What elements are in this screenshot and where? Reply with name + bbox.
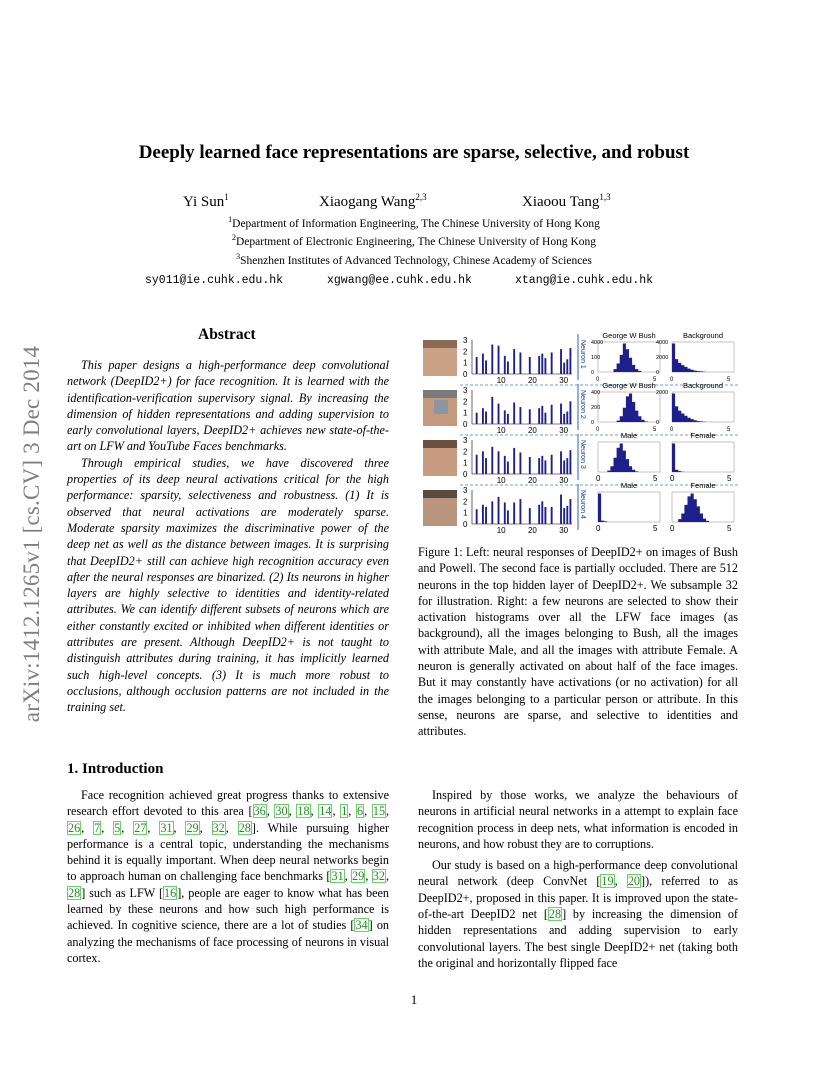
neuron-bar xyxy=(507,510,509,524)
hist-y-tick: 200 xyxy=(591,405,601,411)
neuron-bar xyxy=(560,451,562,474)
neuron-bar xyxy=(498,346,500,374)
x-tick-label: 10 xyxy=(496,476,506,485)
email-2[interactable]: xgwang@ee.cuhk.edu.hk xyxy=(327,274,472,287)
y-tick-label: 1 xyxy=(463,458,468,468)
neuron-bar xyxy=(485,360,487,374)
y-tick-label: 0 xyxy=(463,370,468,379)
citation-link[interactable]: 30 xyxy=(275,804,288,819)
x-tick-label: 20 xyxy=(527,376,537,385)
right-paragraph-1: Inspired by those works, we analyze the behaviours of neurons in artificial neural networks in a attempt to explain face recognition process in deep nets, what information is encoded in neurons, and how robust they are to corruptions. xyxy=(418,788,738,851)
y-tick-label: 3 xyxy=(463,386,468,395)
neuron-bar xyxy=(482,505,484,524)
hist-x-tick: 5 xyxy=(653,524,658,533)
hist-x-tick: 5 xyxy=(727,524,732,533)
paper-title: Deeply learned face representations are sparse, selective, and robust xyxy=(138,142,690,163)
x-tick-label: 20 xyxy=(527,526,537,534)
hist-x-tick: 5 xyxy=(653,427,657,433)
x-tick-label: 20 xyxy=(527,426,537,435)
neuron-label: Neuron 1 xyxy=(579,340,586,369)
neuron-label: Neuron 4 xyxy=(579,490,586,519)
hist-title: Male xyxy=(620,481,638,490)
neuron-bar xyxy=(504,456,506,474)
face-photo xyxy=(423,390,457,426)
citation-link[interactable]: 20 xyxy=(627,874,641,889)
hist-x-tick: 0 xyxy=(670,377,674,383)
citation-link[interactable]: 5 xyxy=(114,820,121,835)
hist-title: Background xyxy=(682,381,724,390)
neuron-bar xyxy=(569,348,571,374)
neuron-bar xyxy=(519,407,521,424)
neuron-bar xyxy=(541,501,543,524)
author-sup: 1 xyxy=(224,192,229,202)
citation-link[interactable]: 7 xyxy=(94,820,101,835)
hist-y-tick: 0 xyxy=(656,370,660,376)
hist-x-tick: 0 xyxy=(670,427,674,433)
y-tick-label: 0 xyxy=(463,470,468,479)
hist-area xyxy=(598,444,660,473)
hist-x-tick: 0 xyxy=(596,524,601,533)
neuron-bar xyxy=(563,460,565,474)
affil-text: Department of Electronic Engineering, The Chinese University of Hong Kong xyxy=(235,236,597,248)
face-hair xyxy=(423,490,457,498)
neuron-bar xyxy=(541,354,543,374)
y-tick-label: 3 xyxy=(463,486,468,495)
hist-y-tick: 0 xyxy=(591,370,595,376)
neuron-bar xyxy=(560,349,562,374)
neuron-label: Neuron 2 xyxy=(579,390,586,419)
hist-title: Background xyxy=(682,331,724,340)
hist-area xyxy=(672,344,734,373)
neuron-bar xyxy=(507,362,509,374)
hist-area xyxy=(672,494,734,523)
x-tick-label: 10 xyxy=(496,526,506,534)
neuron-bar xyxy=(491,501,493,524)
citation-link[interactable]: 31 xyxy=(160,820,173,835)
neuron-bar xyxy=(551,405,553,424)
neuron-bar xyxy=(476,509,478,524)
author-sup: 2,3 xyxy=(415,192,427,202)
hist-title: George W Bush xyxy=(602,381,656,390)
citation-link[interactable]: 16 xyxy=(164,885,177,900)
hist-area xyxy=(672,444,734,473)
citation-link[interactable]: 18 xyxy=(297,804,310,819)
y-tick-label: 1 xyxy=(463,358,468,368)
neuron-bar xyxy=(498,451,500,474)
occlusion-patch xyxy=(434,400,448,414)
neuron-bar xyxy=(513,349,515,374)
affiliation-2 xyxy=(0,233,828,248)
email-1[interactable]: sy011@ie.cuhk.edu.hk xyxy=(145,274,284,287)
neuron-bar xyxy=(551,455,553,474)
hist-area xyxy=(598,394,660,423)
neuron-bar xyxy=(544,358,546,374)
y-tick-label: 2 xyxy=(463,347,468,357)
text-run: . While pursuing higher performance is a central topic, understanding the mechanisms behind it is equally important. When deep neural networks begin to approach human on challenging face benchmarks xyxy=(67,820,390,884)
neuron-bar xyxy=(519,352,521,374)
citation-link[interactable]: 28 xyxy=(548,907,562,922)
hist-y-tick: 4000 xyxy=(656,340,669,346)
face-photo xyxy=(423,340,457,376)
text-run: by increasing the dimension of hidden representations and adding supervision to early convolutional layers. The best single DeepID2+ net (taking both the original and horizontally flipped face xyxy=(418,907,738,970)
hist-y-tick: 2000 xyxy=(656,390,669,396)
y-tick-label: 1 xyxy=(463,508,468,518)
page-number: 1 xyxy=(410,992,418,1007)
intro-body xyxy=(67,787,389,966)
y-tick-label: 2 xyxy=(463,397,468,407)
neuron-label: Neuron 3 xyxy=(579,440,586,469)
affil-text: Department of Information Engineering, The Chinese University of Hong Kong xyxy=(232,218,600,230)
x-tick-label: 10 xyxy=(496,376,506,385)
neuron-bar xyxy=(476,455,478,474)
text-run: Face recognition achieved great progress thanks to extensive research effort devoted to this area xyxy=(67,788,389,819)
author-name: Xiaogang Wang xyxy=(319,194,416,210)
neuron-bar xyxy=(566,458,568,474)
y-tick-label: 3 xyxy=(463,436,468,445)
neuron-bar xyxy=(551,352,553,374)
neuron-bar xyxy=(541,406,543,424)
hist-x-tick: 5 xyxy=(653,377,657,383)
hist-area xyxy=(598,494,660,523)
citation-group: 19, 20 xyxy=(601,874,641,889)
citation-link[interactable]: 14 xyxy=(319,804,332,819)
author-name: Xiaoou Tang xyxy=(522,194,600,210)
neuron-bar xyxy=(544,507,546,524)
neuron-bar xyxy=(529,508,531,524)
y-tick-label: 3 xyxy=(463,336,468,345)
neuron-bar xyxy=(513,448,515,474)
abstract-paragraph-2: Through empirical studies, we have discovered three properties of its deep neural activations critical for the high performance: sparsity, selectiveness and robustness. (1) It is observed that neural activations are moderately sparse. Moderate sparsity maximizes the discriminative power of the deep net as well as the distance between images. It is surprising that DeepID2+ still can achieve high recognition accuracy even after the neural responses are binarized. (2) Its neurons in higher layers are highly selective to identities and identity-related attributes. We can identify different subsets of neurons which are either constantly excited or inhibited when different identities or attributes are present. Although DeepID2+ is not taught to distinguish attributes during training, it has implicitly learned such high-level concepts. (3) It is much more robust to occlusions, although occlusion patterns are not included in the training set. xyxy=(67,455,389,715)
neuron-bar xyxy=(560,495,562,524)
citation-link[interactable]: 29 xyxy=(352,869,365,884)
hist-y-tick: 4000 xyxy=(591,340,604,346)
text-run: on analyzing the mechanisms of face processing of neurons in visual cortex. xyxy=(67,918,390,965)
author-2 xyxy=(319,194,427,211)
hist-x-tick: 5 xyxy=(727,474,732,483)
y-tick-label: 0 xyxy=(463,420,468,429)
neuron-bar xyxy=(529,409,531,424)
citation-group: 36, 30, 18, 14, 1, 6, 15, 26, 7, 5, 27, 31, 29, 32, 28 xyxy=(68,804,390,835)
right-column-body xyxy=(418,787,738,971)
citation-link[interactable]: 26 xyxy=(68,820,81,835)
neuron-bar xyxy=(566,359,568,374)
citation-link[interactable]: 32 xyxy=(372,869,385,884)
neuron-bar xyxy=(491,397,493,424)
hist-y-tick: 400 xyxy=(591,390,601,396)
neuron-bar xyxy=(541,456,543,474)
author-1 xyxy=(183,194,229,211)
author-sup: 1,3 xyxy=(599,192,611,202)
x-tick-label: 30 xyxy=(559,526,569,534)
face-hair xyxy=(423,440,457,448)
hist-x-tick: 0 xyxy=(670,474,675,483)
hist-y-tick: 0 xyxy=(591,420,595,426)
neuron-bar xyxy=(538,356,540,374)
citation-link[interactable]: 19 xyxy=(601,874,614,889)
neuron-bar xyxy=(485,412,487,424)
neuron-bar xyxy=(491,447,493,474)
hist-x-tick: 0 xyxy=(596,474,601,483)
y-tick-label: 1 xyxy=(463,408,468,418)
neuron-bar xyxy=(529,357,531,374)
citation-link[interactable]: 29 xyxy=(186,820,199,835)
x-tick-label: 30 xyxy=(559,426,569,435)
neuron-bar xyxy=(566,506,568,524)
figure-caption: Figure 1: Left: neural responses of DeepID2+ on images of Bush and Powell. The second face is partially occluded. There are 512 neurons in the top hidden layer of DeepID2+. We subsample 32 for illustration. Right: a few neurons are selected to show their activation histograms over all the LFW face images (as background), all the images belonging to Bush, all the images with attribute Male, and all the images with attribute Female. A neuron is generally activated on about half of the face images. But it may constantly have activations (or no activation) for all the images belonging to a particular person or attribute. In this sense, neurons are sparse, and selective to identities and attributes. xyxy=(418,545,738,739)
intro-heading: 1. Introduction xyxy=(67,761,164,777)
hist-x-tick: 5 xyxy=(727,427,731,433)
neuron-bar xyxy=(566,412,568,424)
neuron-bar xyxy=(482,408,484,424)
neuron-bar xyxy=(569,450,571,474)
figure-1 xyxy=(420,328,740,534)
neuron-bar xyxy=(482,451,484,474)
abstract-heading: Abstract xyxy=(198,326,256,343)
citation-link[interactable]: 6 xyxy=(357,804,364,819)
neuron-bar xyxy=(476,413,478,424)
hist-frame xyxy=(672,442,734,472)
hist-y-tick: 100 xyxy=(591,355,601,361)
neuron-bar xyxy=(485,507,487,524)
email-3[interactable]: xtang@ie.cuhk.edu.hk xyxy=(515,274,654,287)
author-name: Yi Sun xyxy=(183,194,225,210)
affiliation-1 xyxy=(0,215,828,230)
neuron-bar xyxy=(563,363,565,374)
x-tick-label: 30 xyxy=(559,376,569,385)
face-hair xyxy=(423,390,457,398)
citation-link[interactable]: 31 xyxy=(331,869,344,884)
affiliation-3 xyxy=(0,252,828,267)
x-tick-label: 20 xyxy=(527,476,537,485)
hist-area xyxy=(672,394,734,423)
hist-x-tick: 0 xyxy=(596,377,600,383)
neuron-bar xyxy=(538,408,540,424)
author-3 xyxy=(522,194,611,211)
citation-link[interactable]: 28 xyxy=(68,885,81,900)
hist-area xyxy=(598,344,660,373)
neuron-bar xyxy=(569,499,571,524)
intro-paragraph-1: Face recognition achieved great progress thanks to extensive research effort devoted to this area [36, 30, 18, 14, 1, 6, 15, 26, 7, 5, 27, 31, 29, 32, 28]. While pursuing higher performance is a central topic, understanding the mechanisms behind it is equally important. When deep neural networks begin to approach human on challenging face benchmarks [31, 29, 32, 28] such as LFW [16], people are eager to know what has been learned by these neurons and how such high performance is achieved. In cognitive science, there are a lot of studies [34] on analyzing the mechanisms of face processing of neurons in visual cortex. xyxy=(67,788,390,965)
affil-sup: 3 xyxy=(236,252,241,262)
arxiv-stamp[interactable]: arXiv:1412.1265v1 [cs.CV] 3 Dec 2014 xyxy=(19,345,44,723)
hist-y-tick: 2000 xyxy=(656,355,669,361)
neuron-bar xyxy=(544,460,546,474)
abstract-paragraph-1: This paper designs a high-performance deep convolutional network (DeepID2+) for face recognition. It is learned with the identification-verification supervisory signal. By increasing the dimension of hidden representations and adding supervision to early convolutional layers, DeepID2+ achieves new state-of-the-art on LFW and YouTube Faces benchmarks. xyxy=(67,358,389,454)
text-run: Our study is based on a high-performance deep convolutional neural network (deep ConvNet xyxy=(418,858,738,889)
hist-frame xyxy=(598,492,660,522)
affil-sup: 2 xyxy=(231,233,236,243)
text-run: ), referred to as DeepID2+, proposed in this paper. It is improved upon the state-of-the-art DeepID2 net xyxy=(418,874,739,922)
hist-x-tick: 5 xyxy=(653,474,658,483)
neuron-bar xyxy=(551,507,553,524)
y-tick-label: 2 xyxy=(463,497,468,507)
neuron-bar xyxy=(476,357,478,374)
affil-sup: 1 xyxy=(228,215,233,225)
neuron-bar xyxy=(513,502,515,524)
neuron-bar xyxy=(519,499,521,524)
neuron-bar xyxy=(563,414,565,424)
neuron-bar xyxy=(560,404,562,424)
neuron-bar xyxy=(544,413,546,424)
y-tick-label: 0 xyxy=(463,520,468,529)
citation-link[interactable]: 15 xyxy=(372,804,386,819)
neuron-bar xyxy=(485,458,487,474)
text-run: such as LFW xyxy=(85,885,159,900)
y-tick-label: 2 xyxy=(463,447,468,457)
neuron-bar xyxy=(529,457,531,474)
neuron-bar xyxy=(482,354,484,374)
face-hair xyxy=(423,340,457,348)
neuron-bar xyxy=(569,401,571,424)
neuron-bar xyxy=(519,452,521,474)
neuron-bar xyxy=(504,356,506,374)
neuron-bar xyxy=(538,458,540,474)
hist-title: Male xyxy=(620,431,638,440)
neuron-bar xyxy=(563,508,565,524)
hist-x-tick: 0 xyxy=(670,524,675,533)
citation-link[interactable]: 28 xyxy=(238,820,251,835)
neuron-bar xyxy=(507,414,509,424)
citation-link[interactable]: 36 xyxy=(253,804,266,819)
hist-title: Female xyxy=(690,481,716,490)
x-tick-label: 10 xyxy=(496,426,506,435)
neuron-bar xyxy=(498,497,500,524)
neuron-bar xyxy=(507,462,509,474)
face-photo xyxy=(423,440,457,476)
text-run: , people are eager to know what has been learned by these neurons and how such high performance is achieved. In cognitive science, there are a lot of studies xyxy=(67,885,390,933)
x-tick-label: 30 xyxy=(559,476,569,485)
affil-text: Shenzhen Institutes of Advanced Technology, Chinese Academy of Sciences xyxy=(240,255,592,267)
hist-x-tick: 5 xyxy=(727,377,731,383)
citation-link[interactable]: 27 xyxy=(134,820,147,835)
neuron-bar xyxy=(498,404,500,424)
citation-link[interactable]: 32 xyxy=(212,820,225,835)
neuron-bar xyxy=(513,402,515,424)
citation-group: 31, 29, 32, 28 xyxy=(68,869,390,900)
abstract-body xyxy=(67,357,389,716)
right-paragraph-2: Our study is based on a high-performance deep convolutional neural network (deep ConvNet [19, 20]), referred to as DeepID2+, proposed in this paper. It is improved upon the state-of-the-art DeepID2 net [28] by increasing the dimension of hidden representations and adding supervision to early convolutional layers. The best single DeepID2+ net (taking both the original and horizontally flipped face xyxy=(418,858,739,970)
hist-title: Female xyxy=(690,431,716,440)
neuron-bar xyxy=(504,410,506,424)
citation-link[interactable]: 34 xyxy=(355,918,368,933)
hist-y-tick: 0 xyxy=(656,420,660,426)
citation-link[interactable]: 1 xyxy=(341,804,348,819)
hist-title: George W Bush xyxy=(602,331,656,340)
hist-x-tick: 0 xyxy=(596,427,600,433)
neuron-bar xyxy=(491,345,493,374)
neuron-bar xyxy=(538,505,540,524)
neuron-bar xyxy=(504,502,506,524)
face-photo xyxy=(423,490,457,526)
